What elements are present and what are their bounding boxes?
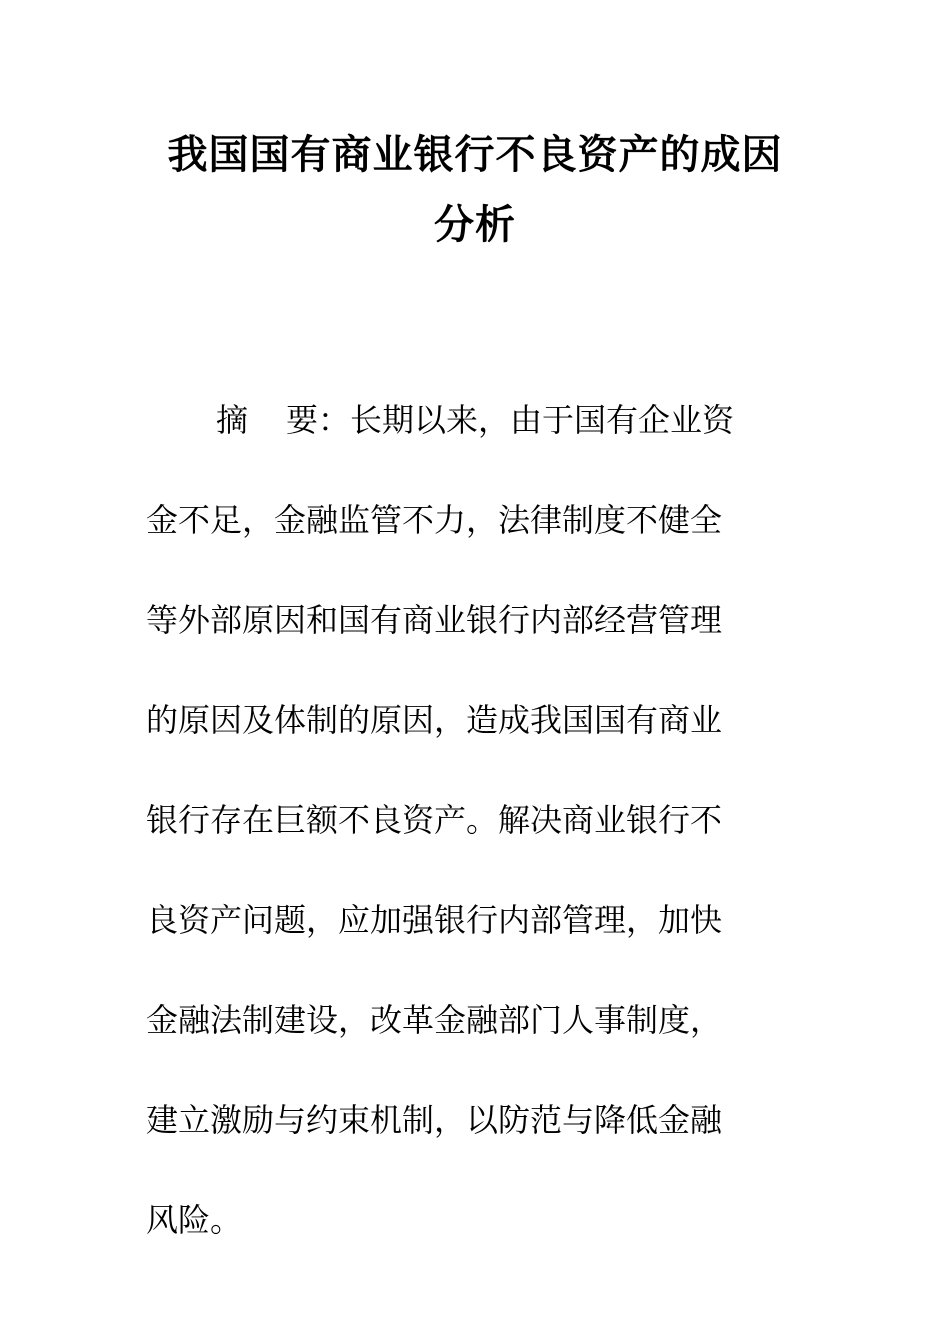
- document-title: [140, 120, 810, 260]
- abstract-label-char-2: 要：: [286, 401, 351, 439]
- abstract-line-8: 建立激励与约束机制，以防范与降低金融: [146, 1101, 723, 1139]
- abstract-paragraph: [146, 370, 786, 1270]
- abstract-line-5: 银行存在巨额不良资产。解决商业银行不: [146, 801, 723, 839]
- abstract-line-2: 金不足，金融监管不力，法律制度不健全: [146, 501, 723, 539]
- abstract-label-char-1: 摘: [216, 401, 249, 439]
- abstract-line-3: 等外部原因和国有商业银行内部经营管理: [146, 601, 723, 639]
- abstract-text: 长期以来，由于国有企业资: [350, 401, 735, 439]
- title-line-2: 分析: [434, 202, 516, 248]
- abstract-line-6: 良资产问题，应加强银行内部管理，加快: [146, 901, 723, 939]
- abstract-line-4: 的原因及体制的原因，造成我国国有商业: [146, 701, 723, 739]
- title-line-1: 我国国有商业银行不良资产的成因: [167, 132, 783, 178]
- abstract-line-7: 金融法制建设，改革金融部门人事制度，: [146, 1001, 723, 1039]
- abstract-line-1: [146, 370, 786, 470]
- abstract-line-9: 风险。: [146, 1201, 243, 1239]
